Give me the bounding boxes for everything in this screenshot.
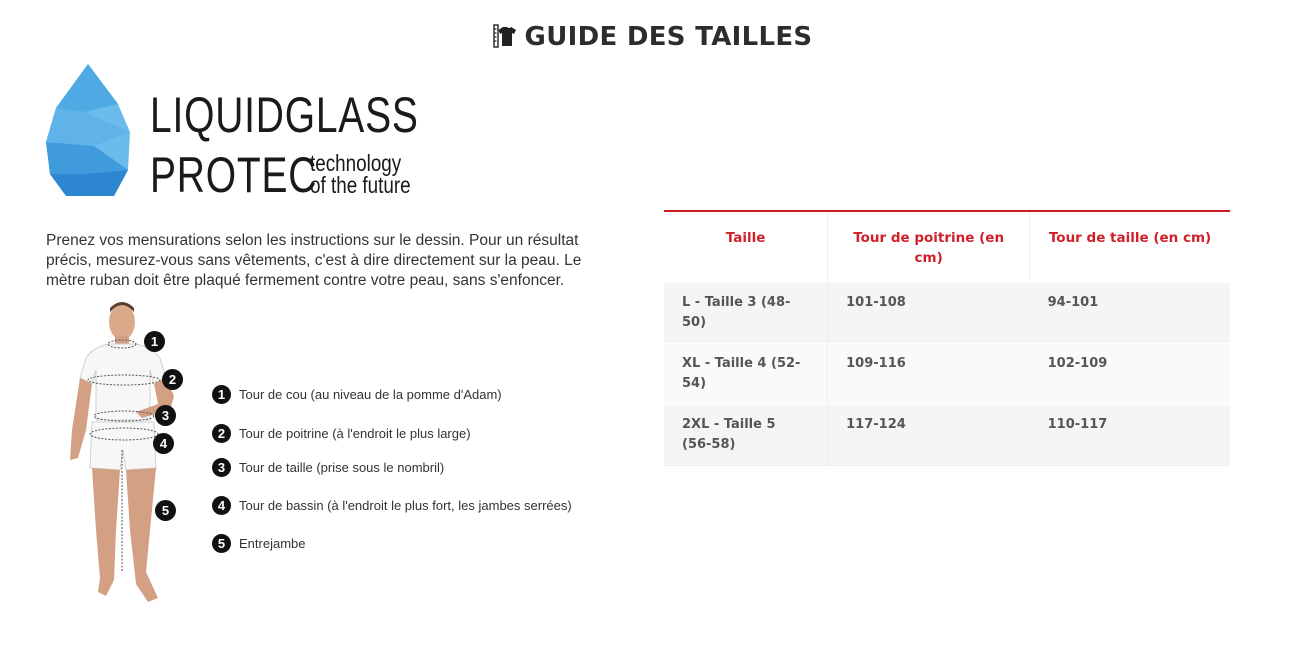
- legend-number: 2: [212, 424, 231, 443]
- legend-item: [212, 496, 572, 515]
- figure-marker-4: 4: [153, 433, 174, 454]
- brand-name-line1: LIQUIDGLASS: [150, 87, 419, 143]
- legend-item: [212, 534, 305, 553]
- cell-chest: 109-116: [828, 344, 1030, 405]
- figure-marker-1: 1: [144, 331, 165, 352]
- legend-label: Tour de poitrine (à l'endroit le plus large): [239, 426, 471, 441]
- legend-item: [212, 385, 502, 404]
- tshirt-ruler-icon: [493, 24, 517, 55]
- tagline-line2: of the future: [310, 172, 411, 198]
- brand-logo: [44, 62, 434, 202]
- figure-marker-3: 3: [155, 405, 176, 426]
- table-row: [664, 405, 1230, 466]
- legend-label: Entrejambe: [239, 536, 306, 551]
- cell-chest: 101-108: [828, 283, 1030, 344]
- brand-tagline: [310, 152, 411, 196]
- legend-label: Tour de bassin (à l'endroit le plus fort, les jambes serrées): [239, 498, 572, 513]
- legend-number: 1: [212, 385, 231, 404]
- brand-name-line2: PROTEC: [150, 147, 318, 203]
- page-title: [0, 22, 1305, 55]
- cell-waist: 94-101: [1030, 283, 1230, 344]
- figure-marker-5: 5: [155, 500, 176, 521]
- figure-marker-2: 2: [162, 369, 183, 390]
- legend-number: 4: [212, 496, 231, 515]
- tagline-line1: technology: [310, 150, 402, 176]
- column-header-chest: Tour de poitrine (en cm): [828, 211, 1030, 283]
- legend-number: 3: [212, 458, 231, 477]
- page-title-text: GUIDE DES TAILLES: [524, 22, 813, 52]
- cell-waist: 102-109: [1030, 344, 1230, 405]
- table-row: [664, 283, 1230, 344]
- legend-item: [212, 424, 471, 443]
- cell-chest: 117-124: [828, 405, 1030, 466]
- legend-label: Tour de taille (prise sous le nombril): [239, 460, 445, 475]
- cell-size: 2XL - Taille 5 (56-58): [664, 405, 828, 466]
- table-header-row: [664, 211, 1230, 283]
- legend-item: [212, 458, 444, 477]
- body-measurement-figure: [62, 300, 192, 610]
- column-header-waist: Tour de taille (en cm): [1030, 211, 1230, 283]
- water-drop-logo: [44, 62, 134, 198]
- cell-waist: 110-117: [1030, 405, 1230, 466]
- legend-label: Tour de cou (au niveau de la pomme d'Adam): [239, 387, 502, 402]
- cell-size: XL - Taille 4 (52-54): [664, 344, 828, 405]
- table-row: [664, 344, 1230, 405]
- cell-size: L - Taille 3 (48-50): [664, 283, 828, 344]
- measurement-instructions: Prenez vos mensurations selon les instructions sur le dessin. Pour un résultat précis, mesurez-vous sans vêtements, c'est à dire directement sur la peau. Le mètre ruban doit être plaqué fermement contre votre peau, sans s'enfoncer.: [46, 232, 582, 289]
- column-header-size: Taille: [664, 211, 828, 283]
- size-table: [664, 210, 1230, 466]
- legend-number: 5: [212, 534, 231, 553]
